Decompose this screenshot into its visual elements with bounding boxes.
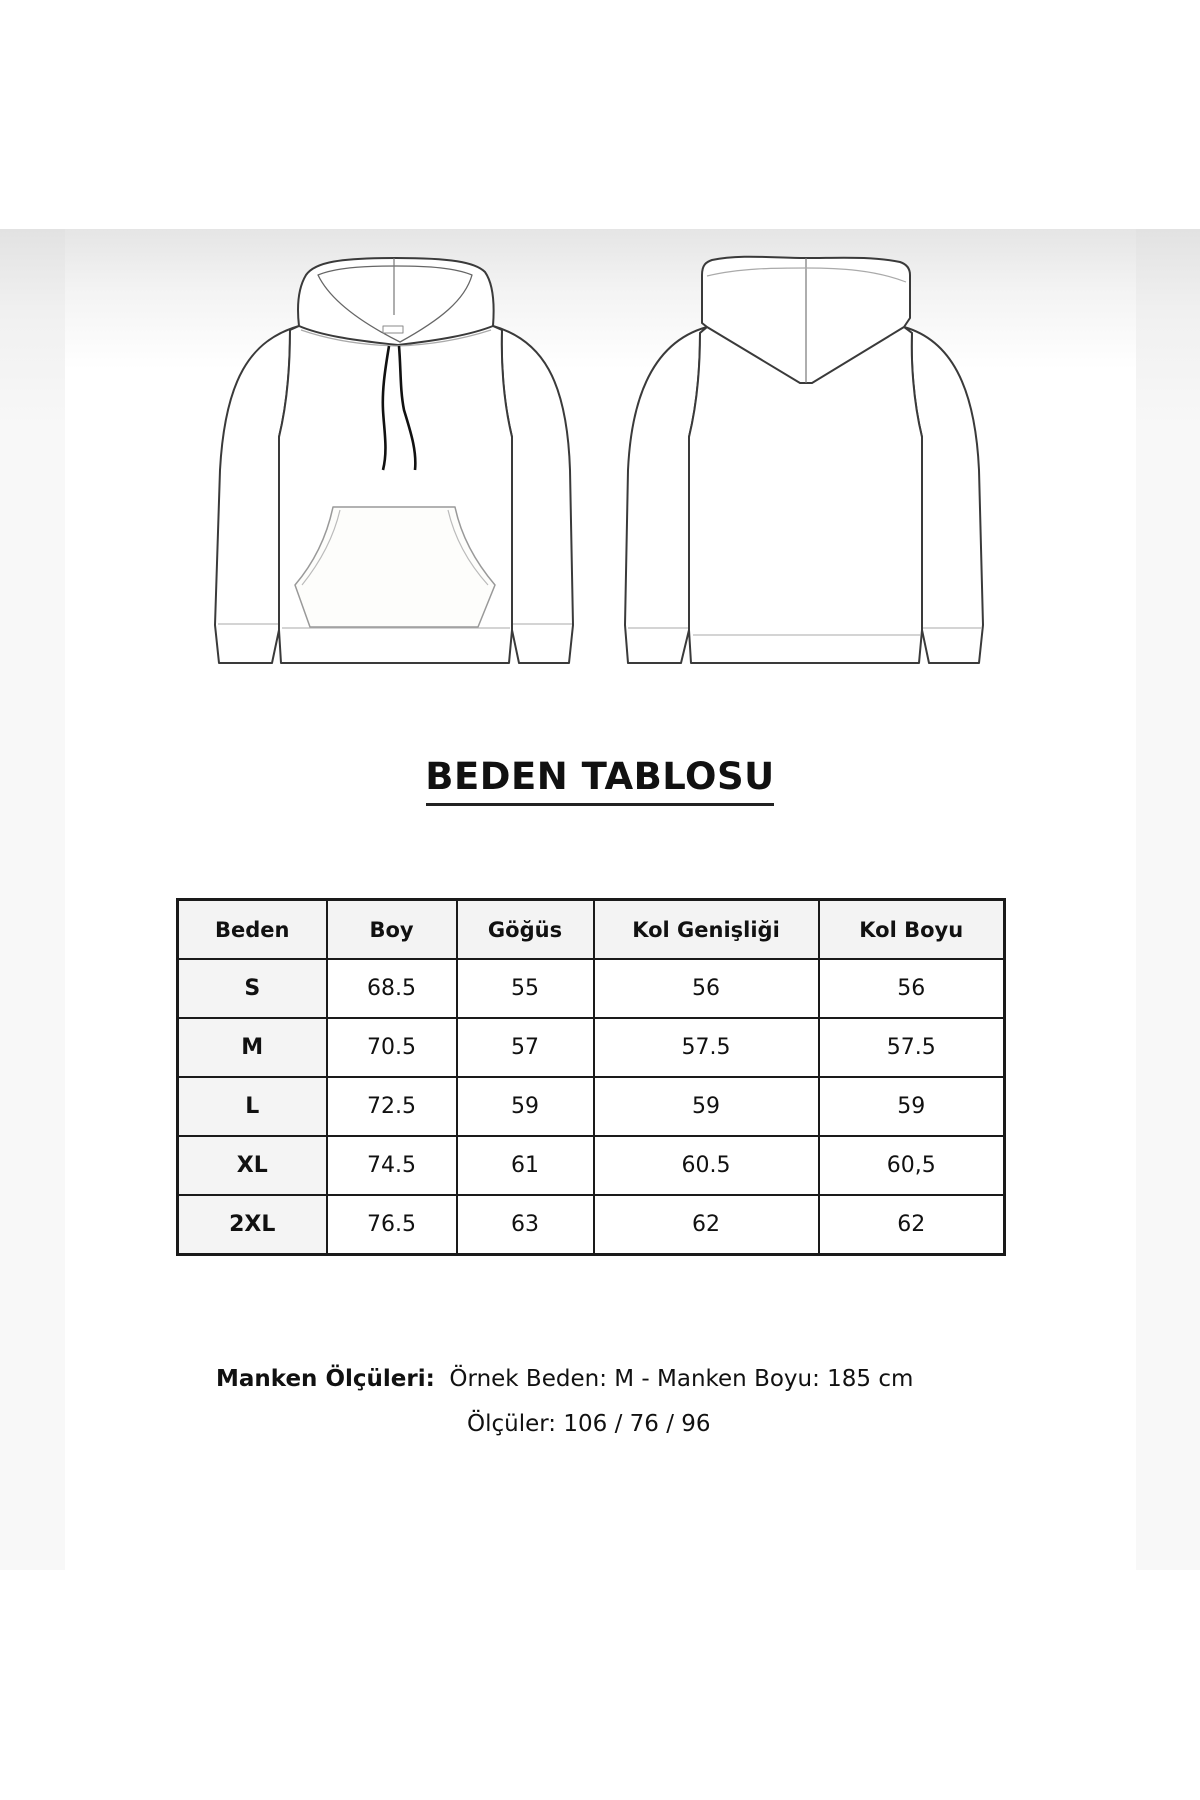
- model-measurements: [216, 1357, 1016, 1447]
- cell-kol-genisligi: 59: [594, 1077, 819, 1136]
- hoodie-back-drawing: [625, 257, 983, 663]
- cell-kol-boyu: 57.5: [819, 1018, 1005, 1077]
- size-label: 2XL: [178, 1195, 327, 1255]
- model-sample-size: Örnek Beden: M - Manken Boyu: 185 cm: [449, 1366, 914, 1392]
- cell-gogus: 63: [457, 1195, 594, 1255]
- size-chart-table: [176, 898, 1006, 1256]
- table-row: [178, 1018, 1005, 1077]
- header-beden: Beden: [178, 900, 327, 960]
- model-line-2: Ölçüler: 106 / 76 / 96: [467, 1411, 711, 1437]
- cell-kol-boyu: 60,5: [819, 1136, 1005, 1195]
- size-label: M: [178, 1018, 327, 1077]
- header-gogus: Göğüs: [457, 900, 594, 960]
- cell-kol-genisligi: 62: [594, 1195, 819, 1255]
- size-label: XL: [178, 1136, 327, 1195]
- header-kol-boyu: Kol Boyu: [819, 900, 1005, 960]
- header-kol-genisligi: Kol Genişliği: [594, 900, 819, 960]
- cell-gogus: 59: [457, 1077, 594, 1136]
- table-row: [178, 1077, 1005, 1136]
- hoodie-illustrations: [0, 0, 1200, 700]
- hoodie-front-drawing: [215, 258, 573, 663]
- table-row: [178, 1195, 1005, 1255]
- size-label: S: [178, 959, 327, 1018]
- cell-kol-genisligi: 57.5: [594, 1018, 819, 1077]
- cell-gogus: 55: [457, 959, 594, 1018]
- cell-gogus: 61: [457, 1136, 594, 1195]
- cell-boy: 76.5: [327, 1195, 457, 1255]
- cell-kol-boyu: 59: [819, 1077, 1005, 1136]
- cell-boy: 72.5: [327, 1077, 457, 1136]
- cell-gogus: 57: [457, 1018, 594, 1077]
- table-row: [178, 959, 1005, 1018]
- cell-boy: 68.5: [327, 959, 457, 1018]
- model-label: Manken Ölçüleri:: [216, 1366, 435, 1392]
- cell-kol-boyu: 62: [819, 1195, 1005, 1255]
- page-title: BEDEN TABLOSU: [425, 755, 775, 798]
- cell-kol-boyu: 56: [819, 959, 1005, 1018]
- header-boy: Boy: [327, 900, 457, 960]
- cell-kol-genisligi: 60.5: [594, 1136, 819, 1195]
- table-header-row: [178, 900, 1005, 960]
- model-line-1: [216, 1357, 1016, 1402]
- cell-boy: 70.5: [327, 1018, 457, 1077]
- size-label: L: [178, 1077, 327, 1136]
- cell-boy: 74.5: [327, 1136, 457, 1195]
- table-row: [178, 1136, 1005, 1195]
- cell-kol-genisligi: 56: [594, 959, 819, 1018]
- title-underline: [426, 803, 774, 806]
